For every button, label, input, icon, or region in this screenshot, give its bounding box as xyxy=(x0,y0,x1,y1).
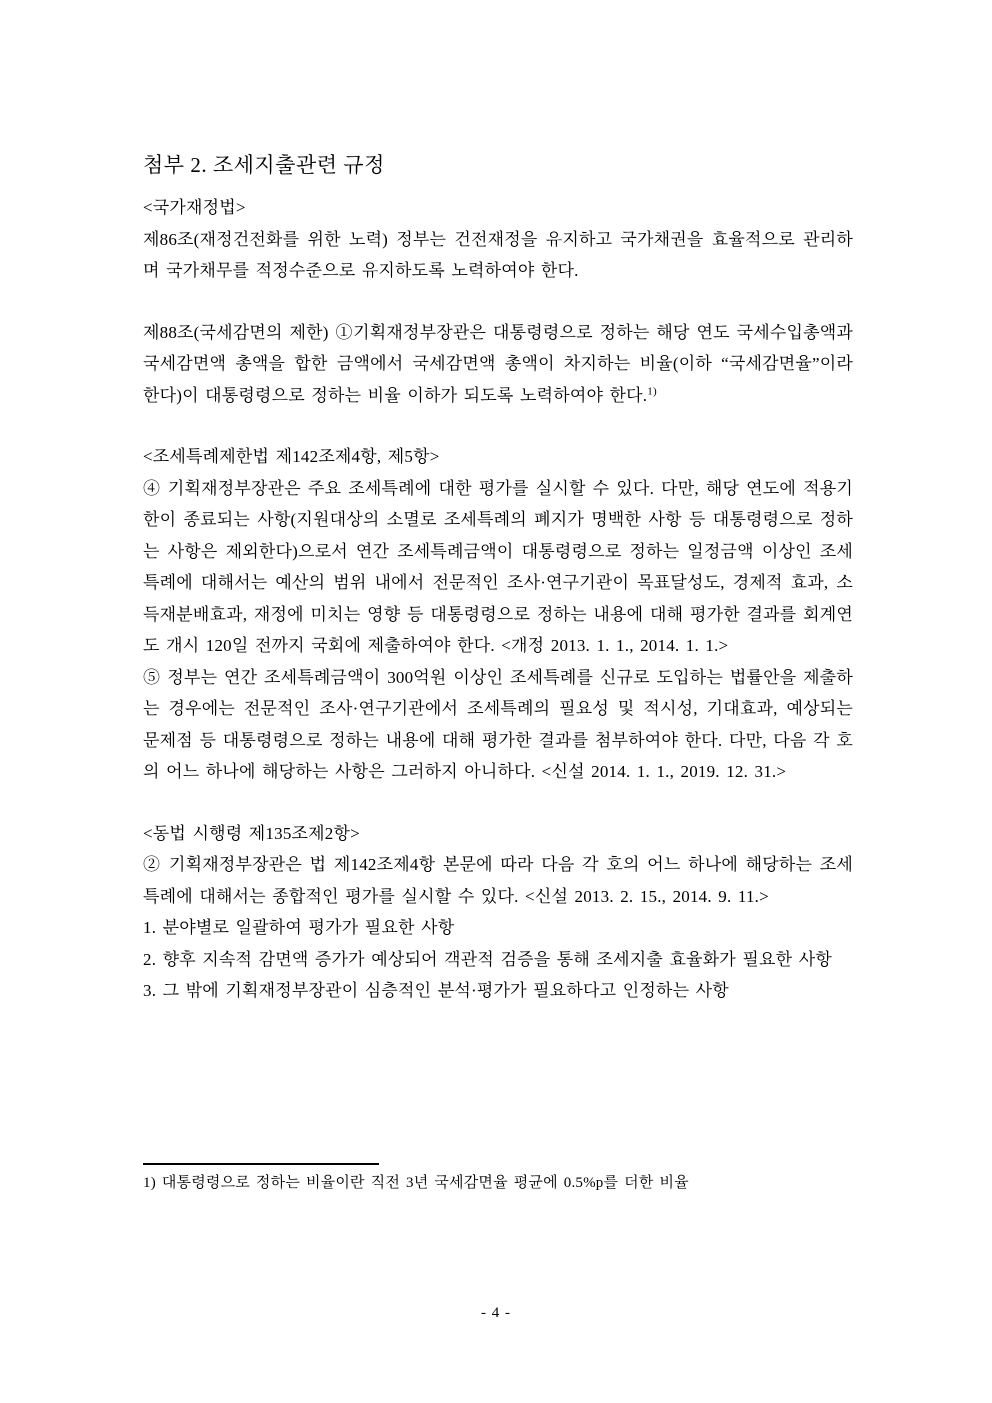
list-item-1: 1. 분야별로 일괄하여 평가가 필요한 사항 xyxy=(143,918,455,937)
section-heading-enforcement-decree: <동법 시행령 제135조제2항> xyxy=(143,823,360,843)
document-content xyxy=(143,150,853,1007)
paragraph-article-88 xyxy=(143,317,853,412)
page-number: - 4 - xyxy=(481,1305,511,1321)
footnote-block xyxy=(143,1163,855,1194)
paragraph-clause-4: ④ 기획재정부장관은 주요 조세특례에 대한 평가를 실시할 수 있다. 다만, 해당 연도에 적용기한이 종료되는 사항(지원대상의 소멸로 조세특례의 폐지가 명백한 사항 등 대통령령으로 정하는 사항은 제외한다)으로서 연간 조세특례금액이 대통령령으로 정하는 일정금액 이상인 조세특례에 대해서는 예산의 범위 내에서 전문적인 조사·연구기관이 목표달성도, 경제적 효과, 소득재분배효과, 재정에 미치는 영향 등 대통령령으로 정하는 내용에 대해 평가한 결과를 회계연도 개시 120일 전까지 국회에 제출하여야 한다. <개정 2013. 1. 1., 2014. 1. 1.> xyxy=(143,478,853,655)
paragraph-article-86: 제86조(재정건전화를 위한 노력) 정부는 건전재정을 유지하고 국가채권을 효율적으로 관리하며 국가채무를 적정수준으로 유지하도록 노력하여야 한다. xyxy=(143,229,853,280)
footnote-reference-marker: 1) xyxy=(647,384,657,397)
section-heading-special-tax-treatment-act: <조세특례제한법 제142조제4항, 제5항> xyxy=(143,447,440,466)
paragraph-article-88-text: 제88조(국세감면의 제한) ①기획재정부장관은 대통령령으로 정하는 해당 연도 국세수입총액과 국세감면액 총액을 합한 금액에서 국세감면액 총액이 차지하는 비율(이하 “국세감면율”이라 한다)이 대통령령으로 정하는 비율 이하가 되도록 노력하여야 한다. xyxy=(143,322,853,405)
list-item-3: 3. 그 밖에 기획재정부장관이 심층적인 분석·평가가 필요하다고 인정하는 사항 xyxy=(143,981,729,1000)
footnote-text: 1) 대통령령으로 정하는 비율이란 직전 3년 국세감면율 평균에 0.5%p를 더한 비율 xyxy=(143,1175,689,1191)
list-item-2: 2. 향후 지속적 감면액 증가가 예상되어 객관적 검증을 통해 조세지출 효율화가 필요한 사항 xyxy=(143,949,832,969)
section-heading-national-finance-act: <국가재정법> xyxy=(143,198,246,217)
paragraph-clause-5: ⑤ 정부는 연간 조세특례금액이 300억원 이상인 조세특례를 신규로 도입하는 법률안을 제출하는 경우에는 전문적인 조사·연구기관에서 조세특례의 필요성 및 적시성, 기대효과, 예상되는 문제점 등 대통령령으로 정하는 내용에 대해 평가한 결과를 첨부하여야 한다. 다만, 다음 각 호의 어느 하나에 해당하는 사항은 그러하지 아니하다. <신설 2014. 1. 1., 2019. 12. 31.> xyxy=(143,667,853,781)
paragraph-clause-2: ② 기획재정부장관은 법 제142조제4항 본문에 따라 다음 각 호의 어느 하나에 해당하는 조세특례에 대해서는 종합적인 평가를 실시할 수 있다. <신설 2013. 2. 15., 2014. 9. 11.> xyxy=(143,855,853,906)
footnote-separator-rule xyxy=(143,1163,379,1165)
page-title: 첨부 2. 조세지출관련 규정 xyxy=(143,153,385,177)
